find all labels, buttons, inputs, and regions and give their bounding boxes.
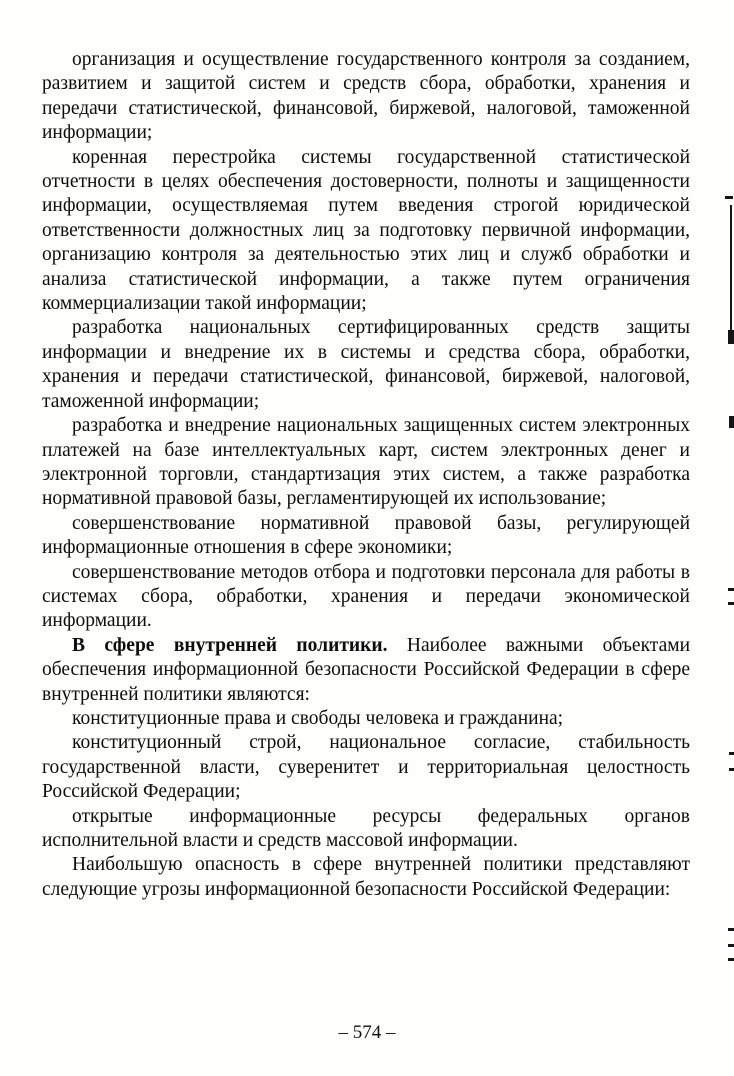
paragraph: открытые информационные ресурсы федеральных органов исполнительной власти и средств массовой информации.: [42, 805, 690, 851]
scan-artifact: [725, 196, 733, 199]
scan-artifact: [728, 944, 734, 947]
paragraph: конституционные права и свободы человека и гражданина;: [72, 707, 564, 729]
page-number: – 574 –: [338, 1022, 396, 1043]
paragraph: организация и осуществление государственного контроля за созданием, развитием и защитой систем и средств сбора, обработки, хранения и передачи статистической, финансовой, биржевой, налоговой, таможенной информации;: [42, 49, 690, 144]
scan-artifact: [729, 416, 734, 428]
scan-artifact: [728, 928, 734, 931]
paragraph: разработка и внедрение национальных защищенных систем электронных платежей на базе интеллектуальных карт, систем электронных денег и электронной торговли, стандартизация этих систем, а также разработка нормативной правовой базы, регламентирующей их использование;: [42, 415, 690, 510]
scan-artifact: [729, 752, 734, 755]
scan-artifact: [730, 205, 732, 343]
scan-artifact: [728, 958, 734, 961]
scan-artifact: [728, 602, 734, 605]
paragraph: конституционный строй, национальное согласие, стабильность государственной власти, суверенитет и территориальная целостность Российской Федерации;: [42, 732, 690, 803]
scan-artifact: [728, 330, 734, 344]
paragraph: разработка национальных сертифицированных средств защиты информации и внедрение их в системы и средства сбора, обработки, хранения и передачи статистической, финансовой, биржевой, налоговой, таможенной информации;: [42, 317, 690, 412]
paragraph-section-lead: [42, 634, 690, 707]
section-lead-bold: В сфере внутренней политики.: [72, 634, 388, 656]
scan-artifact: [729, 768, 734, 771]
paragraph: совершенствование методов отбора и подготовки персонала для работы в системах сбора, обработки, хранения и передачи экономической информации.: [42, 561, 690, 632]
text-block: [42, 48, 690, 902]
paragraph: коренная перестройка системы государственной статистической отчетности в целях обеспечения достоверности, полноты и защищенности информации, осуществляемая путем введения строгой юридической ответственности должностных лиц за подготовку первичной информации, организацию контроля за деятельностью этих лиц и служб обработки и анализа статистической информации, а также путем ограничения коммерциализации такой информации;: [42, 146, 690, 315]
scan-artifact: [728, 588, 734, 591]
paragraph: Наибольшую опасность в сфере внутренней политики представляют следующие угрозы информационной безопасности Российской Федерации:: [42, 854, 690, 900]
paragraph: совершенствование нормативной правовой базы, регулирующей информационные отношения в сфере экономики;: [42, 512, 690, 559]
section-lead-text: Наиболее важными объектами обеспечения информационной безопасности Российской Федерации в сфере внутренней политики являются:: [42, 634, 690, 705]
